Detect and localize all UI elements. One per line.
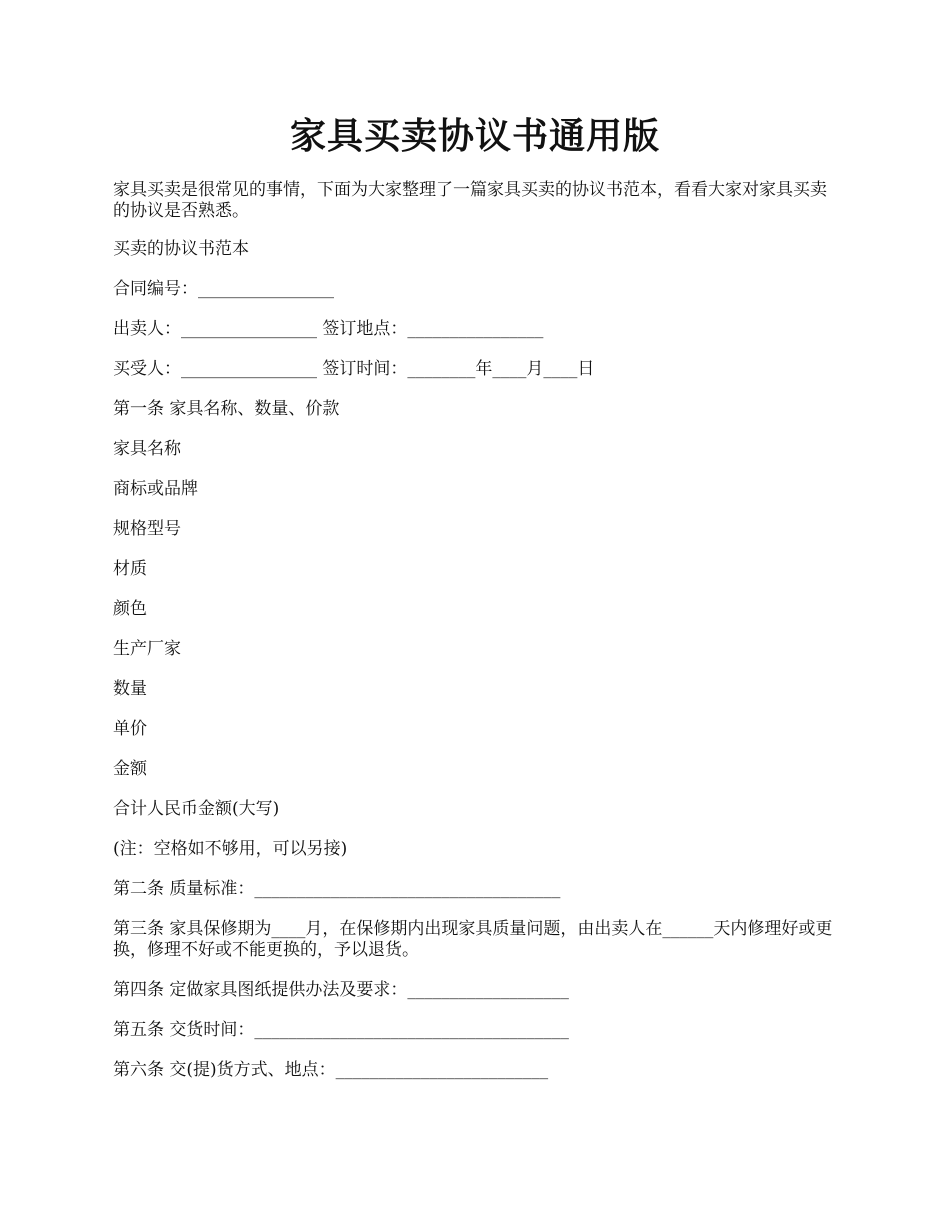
note-line: (注：空格如不够用，可以另接) xyxy=(113,839,348,859)
article-6: 第六条 交(提)货方式、地点：_________________________ xyxy=(113,1060,549,1080)
article-5: 第五条 交货时间：_____________________________________ xyxy=(113,1020,569,1040)
section-heading-sample: 买卖的协议书范本 xyxy=(113,239,249,259)
seller-line: 出卖人：________________ 签订地点：________________ xyxy=(113,319,544,339)
document-body xyxy=(113,180,843,1100)
buyer-line: 买受人：________________ 签订时间：________年____月____日 xyxy=(113,359,595,379)
field-brand: 商标或品牌 xyxy=(113,479,198,499)
field-model: 规格型号 xyxy=(113,519,181,539)
intro-paragraph: 家具买卖是很常见的事情，下面为大家整理了一篇家具买卖的协议书范本，看看大家对家具买卖的协议是否熟悉。 xyxy=(113,180,827,221)
field-manufacturer: 生产厂家 xyxy=(113,639,181,659)
field-quantity: 数量 xyxy=(113,679,147,699)
document-title: 家具买卖协议书通用版 xyxy=(289,115,660,157)
field-material: 材质 xyxy=(113,559,147,579)
field-amount: 金额 xyxy=(113,759,147,779)
article-4: 第四条 定做家具图纸提供办法及要求：___________________ xyxy=(113,980,569,1000)
article-1-heading: 第一条 家具名称、数量、价款 xyxy=(113,399,340,419)
field-color: 颜色 xyxy=(113,599,147,619)
article-3: 第三条 家具保修期为____月，在保修期内出现家具质量问题，由出卖人在______天内修理好或更换，修理不好或不能更换的，予以退货。 xyxy=(113,919,833,960)
contract-number-line: 合同编号：________________ xyxy=(113,279,334,299)
field-total-amount: 合计人民币金额(大写) xyxy=(113,799,280,819)
article-2: 第二条 质量标准：____________________________________ xyxy=(113,879,561,899)
field-unit-price: 单价 xyxy=(113,719,147,739)
field-furniture-name: 家具名称 xyxy=(113,439,181,459)
